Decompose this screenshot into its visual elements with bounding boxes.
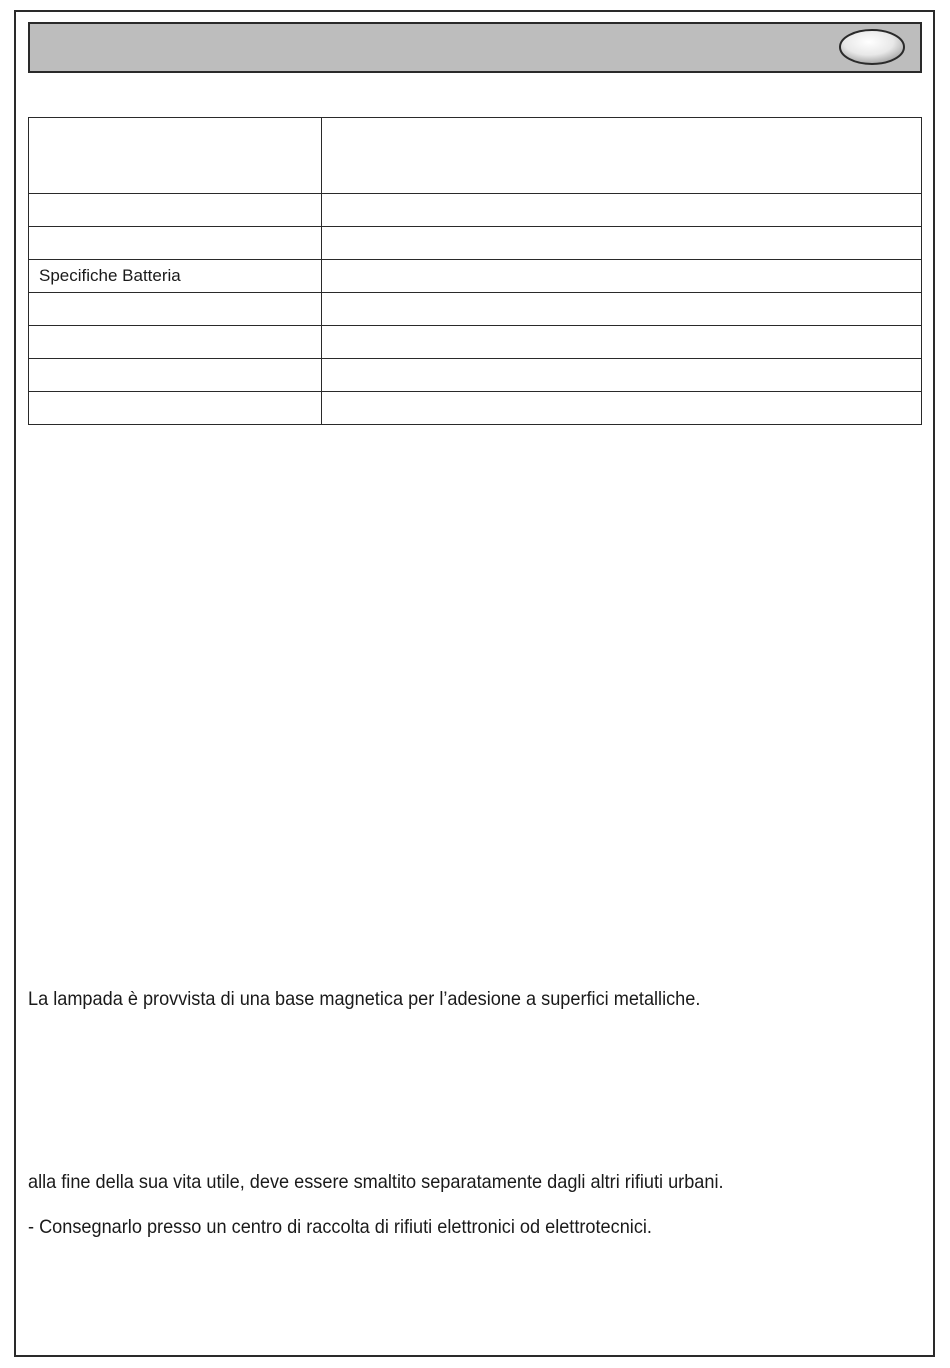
disposal-paragraph: alla fine della sua vita utile, deve essere smaltito separatamente dagli altri rifiuti urbani.	[28, 1171, 724, 1193]
language-badge-icon	[838, 28, 906, 66]
spec-value	[322, 194, 922, 227]
spec-label-battery: Specifiche Batteria	[29, 260, 322, 293]
table-row	[29, 392, 922, 425]
table-row	[29, 227, 922, 260]
spec-label	[29, 359, 322, 392]
section-header-bar	[28, 22, 922, 73]
spec-value	[322, 359, 922, 392]
table-row	[29, 359, 922, 392]
spec-label	[29, 227, 322, 260]
spec-table	[28, 117, 922, 425]
spec-value	[322, 392, 922, 425]
magnet-base-paragraph: La lampada è provvista di una base magnetica per l’adesione a superfici metalliche.	[28, 988, 701, 1010]
spec-value	[322, 293, 922, 326]
spec-label	[29, 392, 322, 425]
spec-label	[29, 194, 322, 227]
spec-value	[322, 227, 922, 260]
spec-label	[29, 326, 322, 359]
table-row	[29, 293, 922, 326]
table-row	[29, 194, 922, 227]
disposal-instruction: - Consegnarlo presso un centro di raccolta di rifiuti elettronici od elettrotecnici.	[28, 1216, 652, 1238]
table-row	[29, 118, 922, 194]
spec-value	[322, 260, 922, 293]
spec-label	[29, 118, 322, 194]
spec-label	[29, 293, 322, 326]
table-row	[29, 260, 922, 293]
table-row	[29, 326, 922, 359]
spec-value	[322, 326, 922, 359]
spec-value	[322, 118, 922, 194]
